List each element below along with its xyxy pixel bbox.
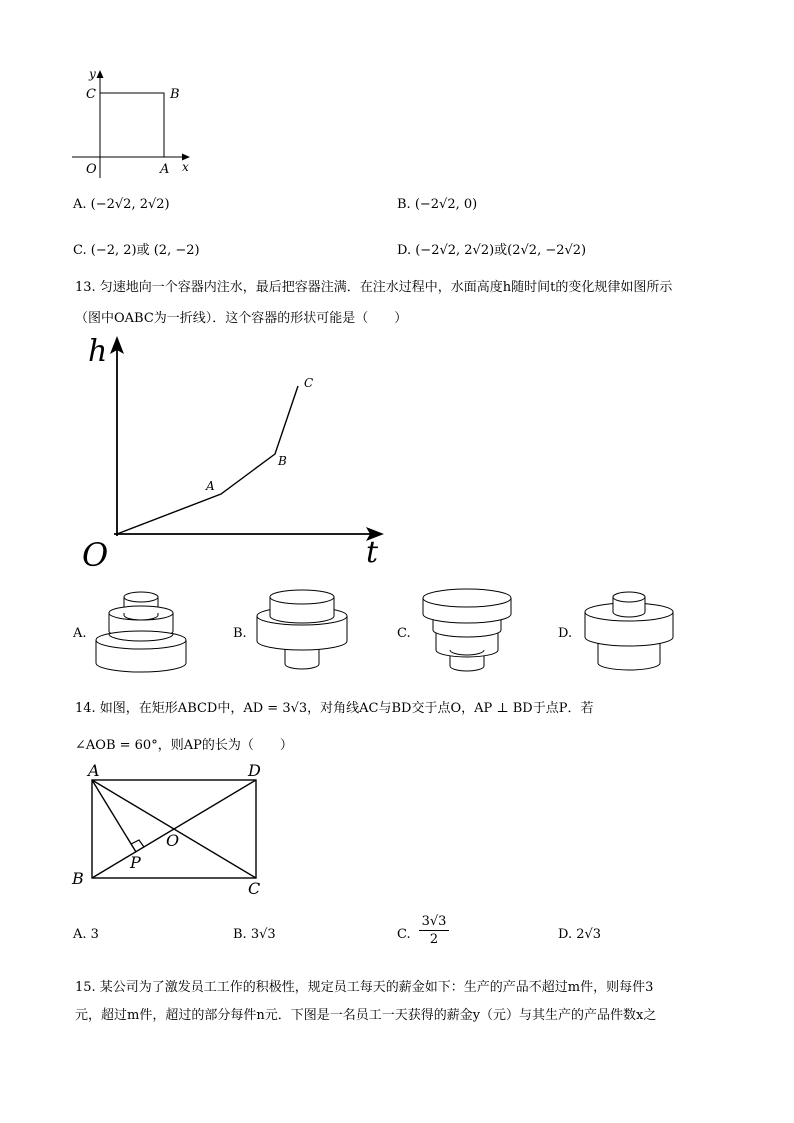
q14-option-c-label: C. [397, 927, 411, 942]
q12-option-a: A. (−2√2, 2√2) [73, 197, 170, 212]
q14-option-b: B. 3√3 [233, 927, 276, 942]
segment-ap [92, 780, 136, 852]
point-c-label: C [304, 376, 314, 390]
q12-option-b: B. (−2√2, 0) [397, 197, 478, 212]
y-axis-arrow [97, 70, 104, 78]
label-c: C [248, 879, 261, 898]
container-a-figure [92, 588, 192, 678]
label-d: D [248, 761, 261, 780]
point-a-label: A [206, 479, 215, 493]
q15-stem-line2: 元，超过m件，超过的部分每件n元．下图是一名员工一天获得的薪金y（元）与其生产的产品件数x之 [75, 1008, 657, 1023]
square-oabc [100, 93, 164, 157]
label-a: A [88, 761, 100, 780]
q14-option-a: A. 3 [73, 927, 99, 942]
container-c-figure [420, 588, 520, 678]
q13-option-b-label: B. [233, 626, 247, 641]
point-b-label: B [278, 454, 287, 468]
q14-rectangle-figure [68, 758, 278, 898]
q13-option-a-label: A. [73, 626, 87, 641]
q14-option-c-fraction [419, 913, 449, 948]
origin-label: O [82, 536, 109, 574]
q13-stem-line2: （图中OABC为一折线）．这个容器的形状可能是（ ） [75, 311, 408, 326]
q14-stem-line2: ∠AOB = 60°，则AP的长为（ ） [75, 738, 293, 753]
q12-option-c: C. (−2, 2)或 (2, −2) [73, 243, 200, 258]
x-label: x [182, 160, 189, 174]
q14-stem-line1: 14. 如图，在矩形ABCD中，AD = 3√3，对角线AC与BD交于点O，AP ⊥ BD于点P．若 [75, 701, 594, 716]
label-o: O [86, 162, 97, 177]
y-label: y [89, 67, 96, 81]
q15-stem-line1: 15. 某公司为了激发员工工作的积极性，规定员工每天的薪金如下：生产的产品不超过m件，则每件3 [75, 980, 654, 995]
fraction-denominator: 2 [429, 932, 439, 947]
label-b: B [170, 87, 180, 102]
q13-stem-line1: 13. 匀速地向一个容器内注水，最后把容器注满．在注水过程中，水面高度h随时间t的变化规律如图所示 [75, 280, 673, 295]
q14-option-d: D. 2√3 [558, 927, 602, 942]
container-d-figure [582, 588, 682, 678]
fraction-numerator: 3√3 [419, 913, 449, 931]
h-label: h [88, 334, 108, 369]
label-o: O [166, 831, 180, 850]
container-b-figure [254, 588, 354, 678]
label-b: B [72, 869, 84, 888]
q13-h-t-graph [78, 330, 398, 575]
q13-option-c-label: C. [397, 626, 411, 641]
label-a: A [160, 162, 170, 177]
q13-option-d-label: D. [558, 626, 573, 641]
q12-option-d: D. (−2√2, 2√2)或(2√2, −2√2) [397, 243, 587, 258]
t-label: t [366, 535, 379, 570]
label-p: P [130, 853, 141, 872]
q12-coordinate-figure [60, 62, 210, 182]
polyline-oabc [117, 386, 298, 534]
label-c: C [86, 87, 96, 102]
